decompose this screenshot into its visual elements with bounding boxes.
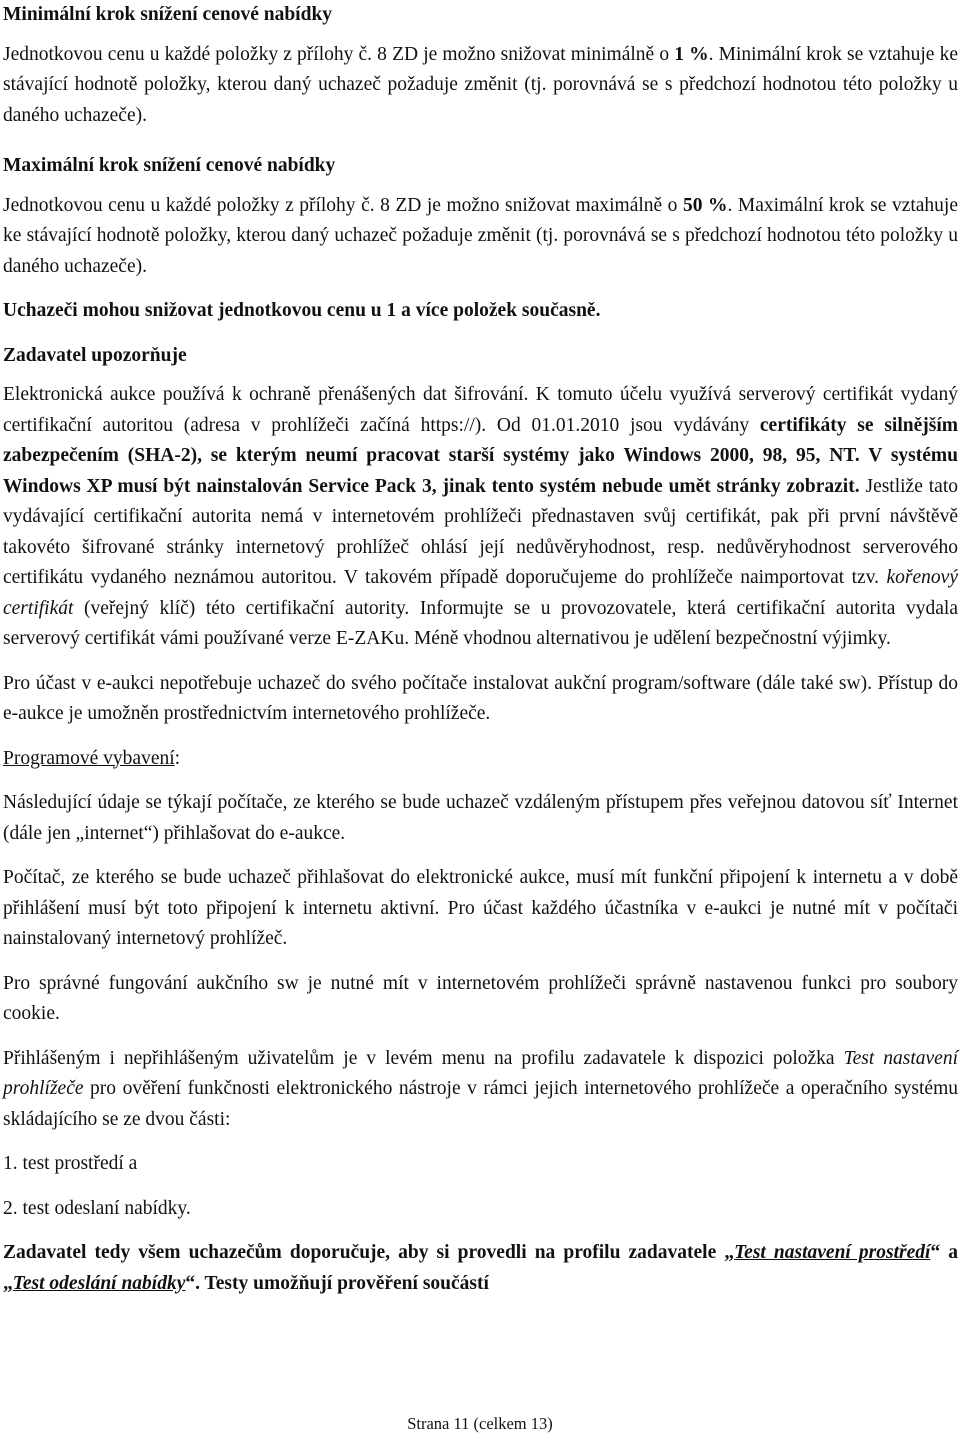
paragraph-software-2: Počítač, ze kterého se bude uchazeč přihlašovat do elektronické aukce, musí mít funkční připojení k internetu a v době přihlášení musí být toto připojení k internetu aktivní. Pro účast každého účastníka v e-aukci je nutné mít v počítači nainstalovaný internetový prohlížeč.: [3, 867, 958, 949]
paragraph-max-step: Jednotkovou cenu u každé položky z přílohy č. 8 ZD je možno snižovat maximálně o 50 %. Maximální krok se vztahuje ke stávající hodnotě položky, kterou daný uchazeč požaduje změnit (tj. porovnává se s předchozí hodnotou této položky u daného uchazeče).: [3, 194, 958, 277]
paragraph-final: Zadavatel tedy všem uchazečům doporučuje, aby si provedli na profilu zadavatele „Test nastavení prostředí“ a „Test odeslání nabídky“. Testy umožňují prověření součástí: [3, 1242, 959, 1294]
heading-max-step: Maximální krok snížení cenové nabídky: [3, 155, 336, 176]
paragraph-warning: Elektronická aukce používá k ochraně přenášených dat šifrování. K tomuto účelu využívá serverový certifikát vydaný certifikační autoritou (adresa v prohlížeči začíná https://). Od 01.01.2010 jsou vydávány certifikáty se silnějším zabezpečením (SHA-2), se kterým neumí pracovat starší systémy jako Windows 2000, 98, 95, NT. V systému Windows XP musí být nainstalován Service Pack 3, jinak tento systém nebude umět stránky zobrazit. Jestliže tato vydávající certifikační autorita nemá v internetovém prohlížeči přednastaven svůj certifikát, pak při první návštěvě takovéto šifrované stránky internetový prohlížeč ohlásí její nedůvěryhodnost, resp. nedůvěryhodnost serverového certifikátu vydaného neznámou autoritou. V takovém případě doporučujeme do prohlížeče naimportovat tzv. kořenový certifikát (veřejný klíč) této certifikační autority. Informujte se u provozovatele, která certifikační autorita vydala serverový certifikát vámi používané verze E-ZAKu. Méně vhodnou alternativou je udělení bezpečnostní výjimky.: [3, 384, 958, 649]
heading-software: Programové vybavení:: [3, 747, 181, 769]
paragraph-no-install: Pro účast v e-aukci nepotřebuje uchazeč do svého počítače instalovat aukční program/software (dále také sw). Přístup do e-aukce je umožněn prostřednictvím internetového prohlížeče.: [3, 672, 958, 724]
max-step-value: 50 %: [682, 194, 728, 216]
link-test-submission: Test odeslání nabídky: [12, 1272, 186, 1294]
heading-warning: Zadavatel upozorňuje: [3, 344, 187, 366]
link-test-environment: Test nastavení prostředí: [734, 1242, 931, 1263]
list-item: 1. test prostředí a: [3, 1153, 138, 1174]
page-footer: Strana 11 (celkem 13): [407, 1414, 553, 1433]
heading-min-step: Minimální krok snížení cenové nabídky: [3, 4, 333, 25]
paragraph-min-step: Jednotkovou cenu u každé položky z přílohy č. 8 ZD je možno snižovat minimálně o 1 %. Minimální krok se vztahuje ke stávající hodnotě položky, kterou daný uchazeč požaduje změnit (tj. porovnává se s předchozí hodnotou této položky u daného uchazeče).: [3, 43, 959, 126]
min-step-value: 1 %: [674, 43, 709, 65]
multi-items-note: Uchazeči mohou snižovat jednotkovou cenu u 1 a více položek současně.: [3, 300, 601, 321]
paragraph-software-4: Přihlášeným i nepřihlášeným uživatelům je v levém menu na profilu zadavatele k dispozici položka Test nastavení prohlížeče pro ověření funkčnosti elektronického nástroje v rámci jejich internetového prohlížeče a operačního systému skládajícího se ze dvou části:: [3, 1047, 958, 1130]
paragraph-software-1: Následující údaje se týkají počítače, ze kterého se bude uchazeč vzdáleným přístupem přes veřejnou datovou síť Internet (dále jen „internet“) přihlašovat do e-aukce.: [3, 792, 958, 844]
list-item: 2. test odeslaní nabídky.: [3, 1197, 191, 1219]
paragraph-software-3: Pro správné fungování aukčního sw je nutné mít v internetovém prohlížeči správně nastavenou funkci pro soubory cookie.: [3, 972, 958, 1024]
